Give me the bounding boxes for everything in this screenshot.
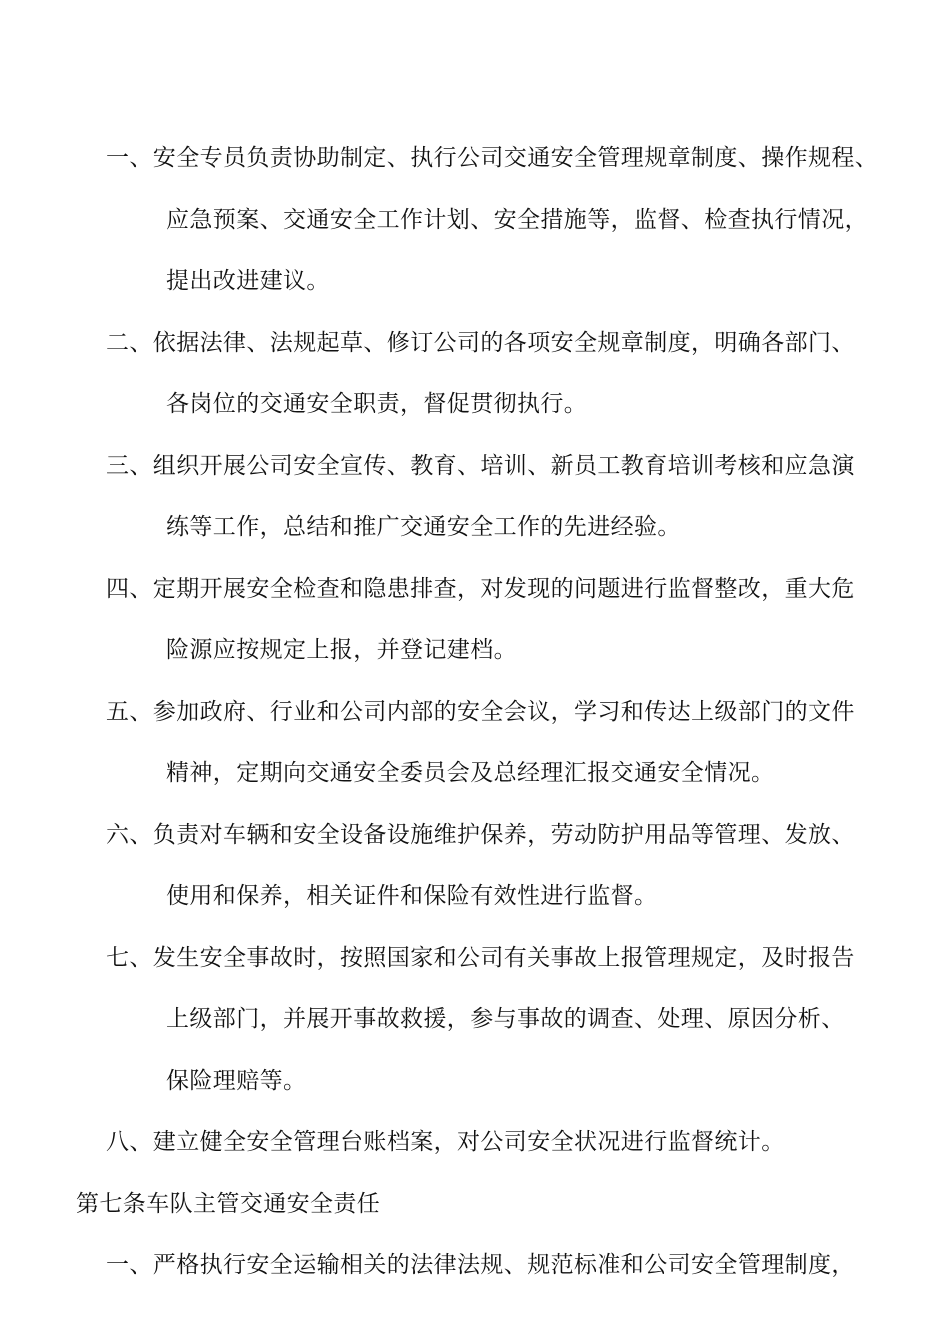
item-3-line-2: 练等工作，总结和推广交通安全工作的先进经验。 xyxy=(166,514,681,540)
item-3-line-1: 三、组织开展公司安全宣传、教育、培训、新员工教育培训考核和应急演 xyxy=(106,453,855,479)
item-6-line-1: 六、负责对车辆和安全设备设施维护保养，劳动防护用品等管理、发放、 xyxy=(106,822,855,848)
section-item-1-line-1: 一、严格执行安全运输相关的法律法规、规范标准和公司安全管理制度， xyxy=(106,1252,855,1278)
item-5-line-2: 精神，定期向交通安全委员会及总经理汇报交通安全情况。 xyxy=(166,760,775,786)
item-8-line-1: 八、建立健全安全管理台账档案，对公司安全状况进行监督统计。 xyxy=(106,1129,785,1155)
item-7-line-1: 七、发生安全事故时，按照国家和公司有关事故上报管理规定，及时报告 xyxy=(106,945,855,971)
item-2-line-2: 各岗位的交通安全职责，督促贯彻执行。 xyxy=(166,391,588,417)
item-6-line-2: 使用和保养，相关证件和保险有效性进行监督。 xyxy=(166,883,658,909)
item-5-line-1: 五、参加政府、行业和公司内部的安全会议，学习和传达上级部门的文件 xyxy=(106,699,855,725)
item-4-line-1: 四、定期开展安全检查和隐患排查，对发现的问题进行监督整改，重大危 xyxy=(106,576,855,602)
item-2-line-1: 二、依据法律、法规起草、修订公司的各项安全规章制度，明确各部门、 xyxy=(106,330,855,356)
item-7-line-3: 保险理赔等。 xyxy=(166,1068,307,1094)
item-1-line-2: 应急预案、交通安全工作计划、安全措施等，监督、检查执行情况， xyxy=(166,207,868,233)
item-7-line-2: 上级部门，并展开事故救援，参与事故的调查、处理、原因分析、 xyxy=(166,1006,845,1032)
item-1-line-1: 一、安全专员负责协助制定、执行公司交通安全管理规章制度、操作规程、 xyxy=(106,145,879,171)
item-4-line-2: 险源应按规定上报，并登记建档。 xyxy=(166,637,517,663)
section-heading: 第七条车队主管交通安全责任 xyxy=(76,1191,381,1217)
item-1-line-3: 提出改进建议。 xyxy=(166,268,330,294)
